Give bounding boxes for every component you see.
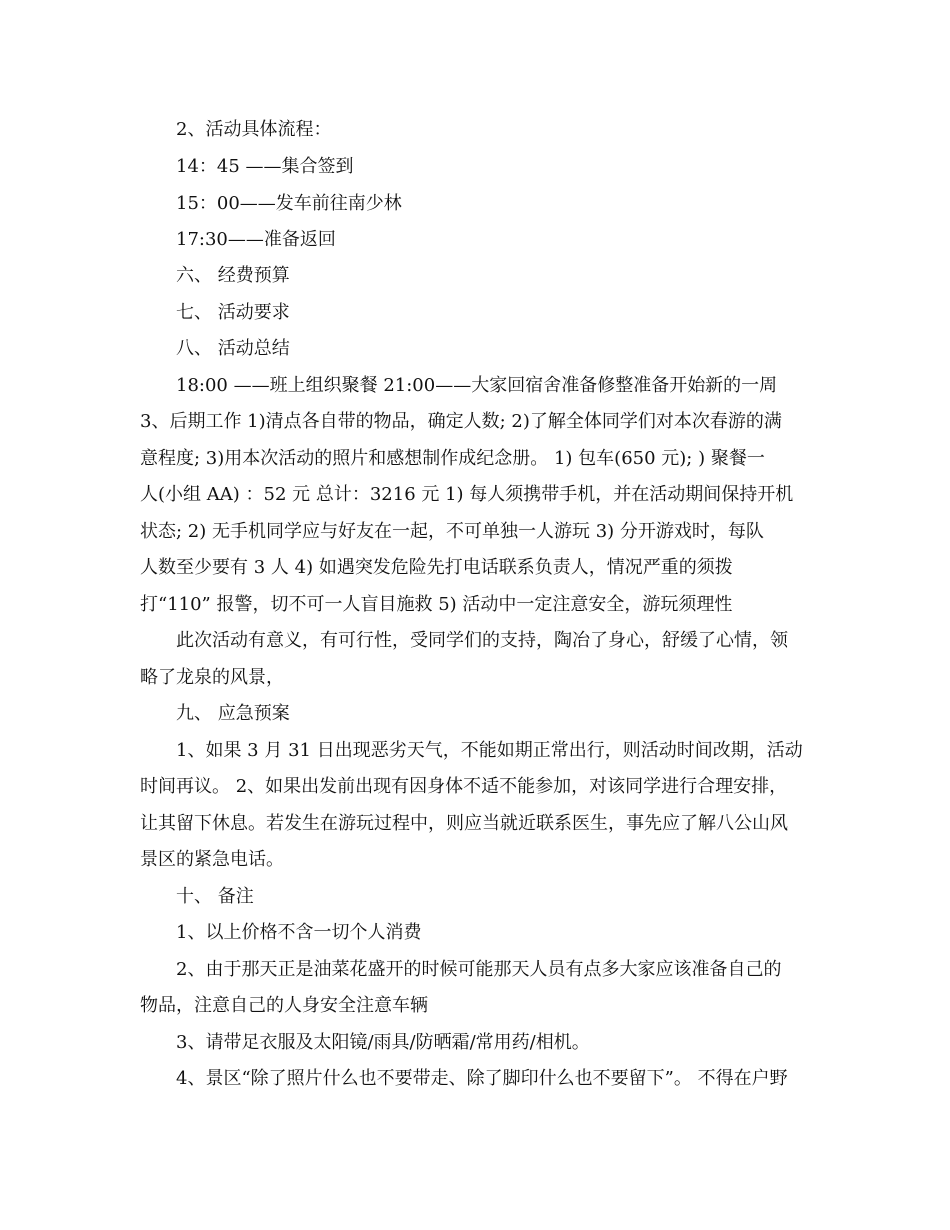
section-heading: 八、 活动总结 bbox=[176, 338, 290, 359]
section-heading: 九、 应急预案 bbox=[176, 703, 290, 724]
text-line: 意程度; 3)用本次活动的照片和感想制作成纪念册。 1) 包车(650 元); ) 聚餐一 bbox=[140, 448, 765, 469]
text-line: 景区的紧急电话。 bbox=[140, 849, 284, 870]
text-line: 15：00——发车前往南少林 bbox=[176, 193, 402, 214]
text-line: 状态; 2) 无手机同学应与好友在一起，不可单独一人游玩 3) 分开游戏时，每队 bbox=[140, 521, 764, 542]
section-heading: 七、 活动要求 bbox=[176, 302, 290, 323]
text-line: 14：45 ——集合签到 bbox=[176, 156, 354, 177]
section-heading: 六、 经费预算 bbox=[176, 265, 290, 286]
text-line: 人数至少要有 3 人 4) 如遇突发危险先打电话联系负责人，情况严重的须拨 bbox=[140, 557, 733, 578]
text-line: 1、以上价格不含一切个人消费 bbox=[176, 922, 422, 943]
text-line: 人(小组 AA) ：52 元 总计：3216 元 1) 每人须携带手机，并在活动期间保持开机 bbox=[140, 484, 794, 505]
text-line: 2、由于那天正是油菜花盛开的时候可能那天人员有点多大家应该准备自己的 bbox=[176, 959, 782, 980]
text-line: 略了龙泉的风景， bbox=[140, 667, 284, 688]
text-line: 4、景区“除了照片什么也不要带走、除了脚印什么也不要留下”。 不得在户野 bbox=[176, 1068, 788, 1089]
text-line: 时间再议。 2、如果出发前出现有因身体不适不能参加，对该同学进行合理安排， bbox=[140, 776, 788, 797]
text-line: 物品，注意自己的人身安全注意车辆 bbox=[140, 995, 428, 1016]
text-line: 此次活动有意义，有可行性，受同学们的支持，陶冶了身心，舒缓了心情，领 bbox=[176, 630, 788, 651]
text-line: 3、请带足衣服及太阳镜/雨具/防晒霜/常用药/相机。 bbox=[176, 1032, 590, 1053]
text-line: 1、如果 3 月 31 日出现恶劣天气，不能如期正常出行，则活动时间改期，活动 bbox=[176, 740, 803, 761]
text-line: 3、后期工作 1)清点各自带的物品，确定人数; 2)了解全体同学们对本次春游的满 bbox=[140, 411, 782, 432]
text-line: 17:30——准备返回 bbox=[176, 229, 336, 250]
text-line: 打“110” 报警，切不可一人盲目施救 5) 活动中一定注意安全，游玩须理性 bbox=[140, 594, 733, 615]
section-heading: 十、 备注 bbox=[176, 886, 254, 907]
text-line: 让其留下休息。若发生在游玩过程中，则应当就近联系医生，事先应了解八公山风 bbox=[140, 813, 788, 834]
text-line: 2、活动具体流程： bbox=[176, 119, 332, 140]
text-line: 18:00 ——班上组织聚餐 21:00——大家回宿舍准备修整准备开始新的一周 bbox=[176, 375, 778, 396]
